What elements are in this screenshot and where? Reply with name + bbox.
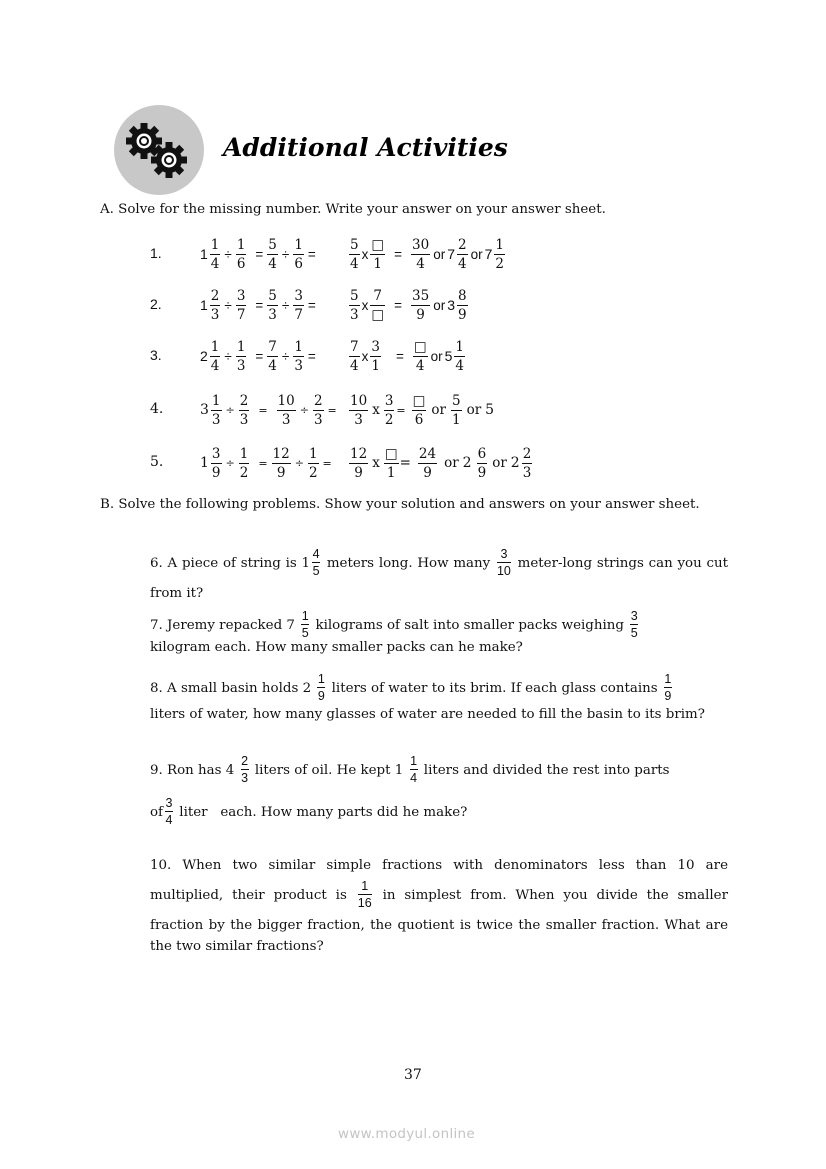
fraction: $\frac{1}{3}$ (211, 392, 221, 428)
fraction: $\frac{3}{7}$ (236, 287, 246, 323)
fraction: $\frac{1}{4}$ (455, 338, 464, 374)
equation-item-2 (150, 283, 570, 327)
fraction: $\frac{4}{5}$ (312, 547, 320, 578)
step-1: 3 $\frac{1}{3}$ ÷ $\frac{2}{3}$ = $\frac{10}{3}$ ÷ $\frac{2}{3}$ = (200, 392, 337, 428)
fraction: $\frac{2}{4}$ (458, 236, 467, 272)
section-a-instruction: A. Solve for the missing number. Write your answer on your answer sheet. (100, 202, 606, 217)
fraction: $\frac{7}{4}$ (350, 338, 359, 374)
step-1: 1 $\frac{3}{9}$ ÷ $\frac{1}{2}$ = $\frac{12}{9}$ ÷ $\frac{1}{2}$ = (200, 445, 332, 481)
word-problem-9: 9. Ron has 4 $\frac{2}{3}$ liters of oil. He kept 1 $\frac{1}{4}$ liters and divided the rest into parts of $\frac{3}{4}$ liter each. How many parts did he make? (150, 754, 670, 827)
fraction: $\frac{1}{5}$ (301, 609, 309, 640)
fraction-blank: $\frac{□}{6}$ (412, 392, 426, 428)
fraction-blank: $\frac{□}{1}$ (371, 236, 385, 272)
fraction: $\frac{1}{2}$ (239, 445, 249, 481)
watermark: www.modyul.online (338, 1126, 476, 1142)
fraction: $\frac{7}{4}$ (268, 338, 277, 374)
answer-blank: □ (384, 445, 398, 462)
fraction: $\frac{3}{10}$ (496, 547, 511, 578)
section-b-instruction: B. Solve the following problems. Show your solution and answers on your answer sheet. (100, 497, 700, 512)
fraction: $\frac{1}{4}$ (210, 338, 220, 374)
fraction: $\frac{1}{9}$ (317, 672, 325, 703)
fraction: $\frac{1}{6}$ (294, 236, 303, 272)
fraction: $\frac{1}{2}$ (495, 236, 504, 272)
fraction: $\frac{1}{2}$ (308, 445, 318, 481)
equation-item-5 (150, 441, 570, 485)
fraction: $\frac{5}{4}$ (268, 236, 277, 272)
answer-blank: □ (412, 392, 426, 409)
fraction: $\frac{12}{9}$ (350, 445, 368, 481)
fraction: $\frac{3}{1}$ (371, 338, 380, 374)
fraction: $\frac{3}{7}$ (294, 287, 303, 323)
fraction: $\frac{2}{3}$ (241, 754, 249, 785)
equation-item-3 (150, 334, 570, 378)
fraction: $\frac{10}{3}$ (277, 392, 295, 428)
answer-blank: □ (413, 338, 427, 355)
word-problem-6: 6. A piece of string is 1 $\frac{4}{5}$ meters long. How many $\frac{3}{10}$ meter-long strings can you cut from it? (150, 547, 728, 601)
equation-item-1 (150, 232, 570, 276)
fraction-blank: $\frac{□}{4}$ (413, 338, 427, 374)
fraction-blank: $\frac{7}{□}$ (371, 287, 385, 323)
step-3: $\frac{10}{3}$ x $\frac{3}{2}$ = $\frac{□}{6}$ or $\frac{5}{1}$ or 5 (350, 392, 495, 428)
fraction: $\frac{5}{4}$ (350, 236, 359, 272)
fraction-blank: $\frac{□}{1}$ (384, 445, 398, 481)
page-title: Additional Activities (223, 133, 508, 162)
fraction: $\frac{5}{3}$ (350, 287, 359, 323)
fraction: $\frac{12}{9}$ (272, 445, 290, 481)
step-1: 1 $\frac{2}{3}$ ÷ $\frac{3}{7}$ = $\frac{5}{3}$ ÷ $\frac{3}{7}$ = (200, 287, 316, 323)
fraction: $\frac{6}{9}$ (477, 445, 487, 481)
step-1: 2 $\frac{1}{4}$ ÷ $\frac{1}{3}$ = $\frac{7}{4}$ ÷ $\frac{1}{3}$ = (200, 338, 316, 374)
fraction: $\frac{30}{4}$ (412, 236, 430, 272)
step-3: $\frac{5}{4}$ x $\frac{□}{1}$ = $\frac{30}{4}$ or 7 $\frac{2}{4}$ or 7 $\frac{1}{2}$ (350, 236, 504, 272)
step-3: $\frac{7}{4}$ x $\frac{3}{1}$ = $\frac{□}{4}$ or 5 $\frac{1}{4}$ (350, 338, 464, 374)
step-1: 1 $\frac{1}{4}$ ÷ $\frac{1}{6}$ = $\frac{5}{4}$ ÷ $\frac{1}{6}$ = (200, 236, 316, 272)
step-3: $\frac{12}{9}$ x $\frac{□}{1}$ = $\frac{24}{9}$ or 2 $\frac{6}{9}$ or 2 $\frac{2}{3}$ (350, 445, 532, 481)
word-problem-8: 8. A small basin holds 2 $\frac{1}{9}$ liters of water to its brim. If each glass contains $\frac{1}{9}$ liters of water, how many glasses of water are needed to fill the basin to its brim? (150, 672, 705, 722)
answer-blank: □ (371, 306, 385, 323)
fraction: $\frac{35}{9}$ (412, 287, 430, 323)
item-number: 1. (150, 245, 162, 261)
fraction: $\frac{1}{6}$ (236, 236, 246, 272)
fraction: $\frac{1}{16}$ (357, 879, 372, 910)
fraction: $\frac{3}{2}$ (384, 392, 394, 428)
item-number: 5. (150, 454, 164, 470)
step-3: $\frac{5}{3}$ x $\frac{7}{□}$ = $\frac{35}{9}$ or 3 $\frac{8}{9}$ (350, 287, 467, 323)
fraction: $\frac{2}{3}$ (313, 392, 323, 428)
item-number: 2. (150, 296, 162, 312)
item-number: 3. (150, 347, 162, 363)
word-problem-7: 7. Jeremy repacked 7 $\frac{1}{5}$ kilograms of salt into smaller packs weighing $\frac{3}{5}$ kilogram each. How many smaller packs can he make? (150, 609, 638, 655)
gears-icon (114, 105, 204, 195)
answer-blank: □ (371, 236, 385, 253)
fraction: $\frac{1}{3}$ (294, 338, 303, 374)
fraction: $\frac{3}{9}$ (211, 445, 221, 481)
word-problem-10: 10. When two similar simple fractions with denominators less than 10 are multiplied, their product is $\frac{1}{16}$ in simplest from. When you divide the smaller fraction by the bigger fraction, the quotient is twice the smaller fraction. What are the two similar fractions? (150, 858, 728, 954)
fraction: $\frac{2}{3}$ (210, 287, 220, 323)
fraction: $\frac{1}{9}$ (664, 672, 672, 703)
fraction: $\frac{1}{4}$ (410, 754, 418, 785)
fraction: $\frac{3}{5}$ (630, 609, 638, 640)
fraction: $\frac{10}{3}$ (350, 392, 368, 428)
page-number: 37 (404, 1067, 422, 1083)
fraction: $\frac{5}{1}$ (451, 392, 461, 428)
fraction: $\frac{24}{9}$ (418, 445, 437, 481)
fraction: $\frac{1}{4}$ (210, 236, 220, 272)
fraction: $\frac{1}{3}$ (236, 338, 246, 374)
fraction: $\frac{8}{9}$ (458, 287, 467, 323)
fraction: $\frac{5}{3}$ (268, 287, 277, 323)
fraction: $\frac{3}{4}$ (165, 796, 173, 827)
equation-item-4 (150, 388, 570, 432)
section-header (114, 105, 614, 195)
fraction: $\frac{2}{3}$ (522, 445, 532, 481)
item-number: 4. (150, 401, 164, 417)
fraction: $\frac{2}{3}$ (239, 392, 249, 428)
